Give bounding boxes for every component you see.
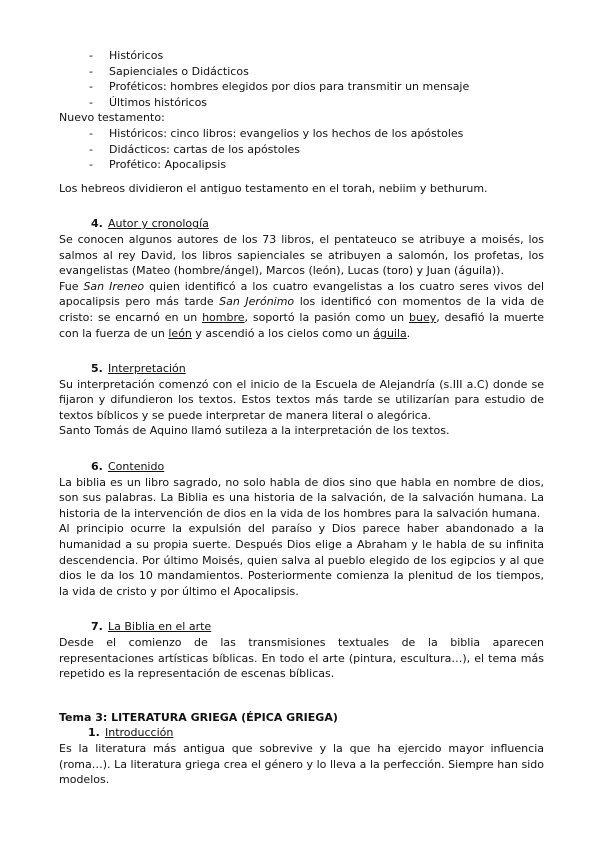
section-number: 1. bbox=[88, 726, 100, 740]
paragraph: La biblia es un libro sagrado, no solo habla de dios sino que habla en nombre de dios, son sus palabras. La Biblia es una historia de la salvación, de la salvación humana. La historia de la intervención de dios en la vida de los hombres para la salvación humana. bbox=[59, 475, 544, 520]
nt-label: Nuevo testamento: bbox=[59, 111, 165, 125]
section-title: Introducción bbox=[105, 726, 174, 740]
tema-3-title: Tema 3: LITERATURA GRIEGA (ÉPICA GRIEGA) bbox=[59, 710, 338, 724]
section-title: La Biblia en el arte bbox=[108, 620, 212, 634]
old-testament-list bbox=[59, 48, 544, 110]
page-content bbox=[59, 48, 544, 788]
section-heading-interpretacion bbox=[59, 361, 544, 377]
section-heading-contenido bbox=[59, 459, 544, 475]
word-buey: buey bbox=[408, 310, 437, 324]
list-item: - Didácticos: cartas de los apóstoles bbox=[59, 142, 544, 158]
word-hombre: hombre bbox=[202, 310, 245, 324]
paragraph: Santo Tomás de Aquino llamó sutileza a la interpretación de los textos. bbox=[59, 424, 450, 438]
paragraph: Se conocen algunos autores de los 73 libros, el pentateuco se atribuye a moisés, los salmos al rey David, los libros sapienciales se atribuyen a salomón, los profetas, los evangelistas (Mateo (hombre/ángel), Marcos (león), Lucas (toro) y Juan (águila)). bbox=[59, 232, 544, 278]
list-item: - Históricos bbox=[59, 48, 544, 64]
word-leon: león bbox=[168, 326, 192, 340]
paragraph: Al principio ocurre la expulsión del paraíso y Dios parece haber abandonado a la humanidad a su propia suerte. Después Dios elige a Abraham y le habla de su infinita descendencia. Por último Moisés, quien salva al pueblo elegido de los egipcios y al que dios le da los 10 mandamientos. Posteriormente comienza la plenitud de los tiempos, la vida de cristo y por último el Apocalipsis. bbox=[59, 522, 544, 598]
new-testament-list bbox=[59, 126, 544, 173]
paragraph: Es la literatura más antigua que sobrevive y la que ha ejercido mayor influencia (roma…). La literatura griega crea el género y lo lleva a la perfección. Siempre han sido modelos. bbox=[59, 741, 544, 787]
section-number: 6. bbox=[91, 460, 103, 474]
list-item: - Sapienciales o Didácticos bbox=[59, 64, 544, 80]
section-heading-introduccion bbox=[59, 725, 544, 741]
word-aguila: águila bbox=[373, 326, 407, 340]
section-number: 7. bbox=[91, 620, 103, 634]
section-number: 4. bbox=[91, 217, 103, 231]
list-item: - Profético: Apocalipsis bbox=[59, 157, 544, 173]
section-title: Autor y cronología bbox=[108, 217, 209, 231]
paragraph: Su interpretación comenzó con el inicio de la Escuela de Alejandría (s.III a.C) donde se fijaron y difundieron los textos. Estos textos más tarde se utilizarían para estudio de textos bíblicos y se puede interpretar de manera literal o alegórica. bbox=[59, 377, 544, 422]
list-item: - Proféticos: hombres elegidos por dios para transmitir un mensaje bbox=[59, 79, 544, 95]
san-jeronimo: San Jerónimo bbox=[219, 295, 295, 309]
section-heading-arte bbox=[59, 619, 544, 635]
list-item: - Últimos históricos bbox=[59, 95, 544, 111]
section-heading-autor bbox=[59, 216, 544, 232]
section-number: 5. bbox=[91, 362, 103, 376]
section-title: Contenido bbox=[108, 460, 165, 474]
paragraph: Desde el comienzo de las transmisiones textuales de la biblia aparecen representaciones artísticas bíblicas. En todo el arte (pintura, escultura…), el tema más repetido es la representación de escenas bíblicas. bbox=[59, 636, 544, 681]
paragraph: Fue San Ireneo quien identificó a los cuatro evangelistas a los cuatro seres vivos del apocalipsis pero más tarde San Jerónimo los identificó con momentos de la vida de cristo: se encarnó en un hombre, soportó la pasión como un buey, desafió la muerte con la fuerza de un león y ascendió a los cielos como un águila. bbox=[59, 279, 545, 340]
hebreos-paragraph: Los hebreos dividieron el antiguo testamento en el torah, nebiim y bethurum. bbox=[59, 181, 488, 195]
list-item: - Históricos: cinco libros: evangelios y los hechos de los apóstoles bbox=[59, 126, 544, 142]
section-title: Interpretación bbox=[108, 362, 186, 376]
san-ireneo: San Ireneo bbox=[83, 279, 145, 293]
